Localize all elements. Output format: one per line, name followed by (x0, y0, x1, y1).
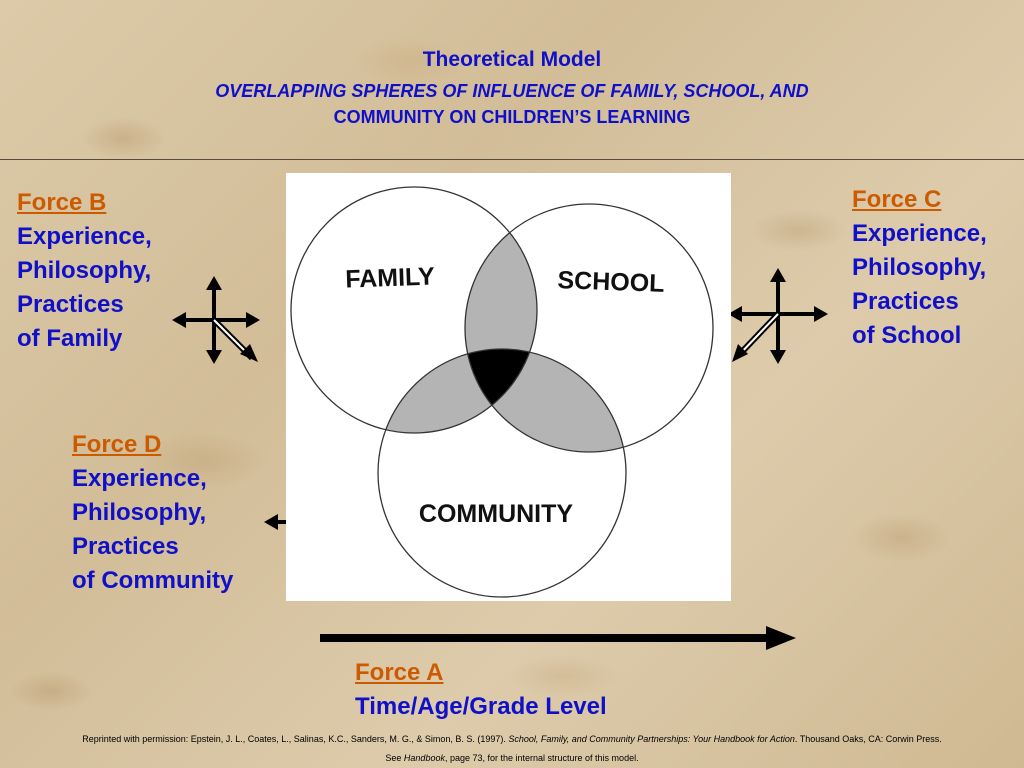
force-d-block (72, 428, 233, 598)
force-c-label: Force C (852, 186, 942, 213)
force-c-line: Experience, (852, 220, 987, 247)
citation-text: Reprinted with permission: Epstein, J. L., Coates, L., Salinas, K.C., Sanders, M. G., & Simon, B. S. (1997). (82, 734, 509, 744)
force-b-line: Experience, (17, 223, 152, 250)
citation-text: See (385, 753, 404, 763)
force-c-block (852, 183, 987, 353)
page-subtitle (100, 78, 924, 130)
force-d-label: Force D (72, 431, 162, 458)
citation-line-1 (0, 734, 1024, 744)
force-c-line: Philosophy, (852, 254, 987, 281)
force-c-line: Practices (852, 288, 959, 315)
force-b-label: Force B (17, 189, 107, 216)
force-d-line: Experience, (72, 465, 207, 492)
subtitle-line-1: OVERLAPPING SPHERES OF INFLUENCE OF FAMILY, SCHOOL, AND (215, 81, 809, 101)
citation-handbook-title: Handbook (403, 753, 445, 763)
force-b-block (17, 186, 152, 356)
force-c-line: of School (852, 322, 962, 349)
page-title: Theoretical Model (422, 48, 602, 71)
force-a-block (355, 656, 607, 724)
citation-book-title: School, Family, and Community Partnerships: Your Handbook for Action (508, 734, 795, 744)
force-b-line: of Family (17, 325, 123, 352)
citation-line-2 (0, 753, 1024, 763)
title-divider (0, 159, 1024, 160)
force-b-line: Practices (17, 291, 124, 318)
citation-text: , page 73, for the internal structure of this model. (444, 753, 639, 763)
citation-text: . Thousand Oaks, CA: Corwin Press. (794, 734, 942, 744)
family-label: FAMILY (344, 262, 436, 294)
four-way-arrow-cross-icon (168, 272, 264, 368)
right-arrow-icon (318, 622, 798, 654)
force-b-line: Philosophy, (17, 257, 152, 284)
force-d-line: Philosophy, (72, 499, 207, 526)
force-a-line: Time/Age/Grade Level (355, 693, 607, 720)
subtitle-line-2: COMMUNITY ON CHILDREN’S LEARNING (333, 107, 691, 127)
force-d-line: Practices (72, 533, 179, 560)
venn-diagram-panel (286, 173, 731, 601)
school-label: SCHOOL (557, 266, 665, 298)
venn-diagram (286, 173, 731, 601)
force-d-line: of Community (72, 567, 234, 594)
community-label: COMMUNITY (418, 500, 574, 528)
four-way-arrow-cross-icon (726, 264, 830, 368)
force-a-label: Force A (355, 659, 444, 686)
